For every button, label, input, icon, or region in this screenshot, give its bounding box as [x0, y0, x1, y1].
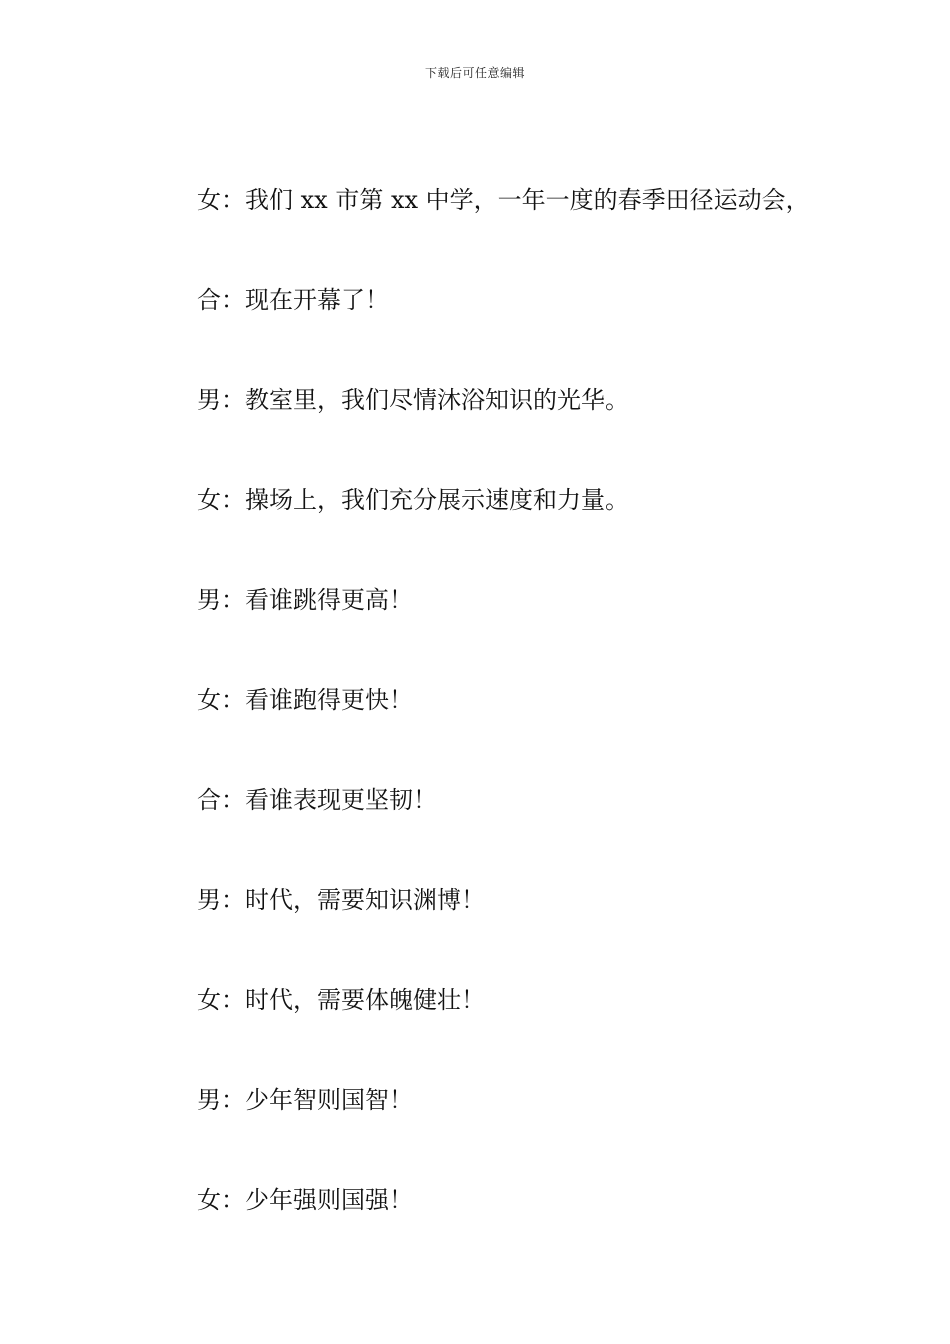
- dialogue-lines: [197, 182, 897, 1282]
- dialogue-line: 女：时代，需要体魄健壮！: [197, 986, 485, 1014]
- dialogue-line: 女：看谁跑得更快！: [197, 686, 413, 714]
- dialogue-line: 女：我们 xx 市第 xx 中学，一年一度的春季田径运动会，: [197, 186, 810, 214]
- dialogue-line: 男：看谁跳得更高！: [197, 586, 413, 614]
- dialogue-line: 男：教室里，我们尽情沐浴知识的光华。: [197, 386, 629, 414]
- dialogue-line: 男：时代，需要知识渊博！: [197, 886, 485, 914]
- dialogue-line: 男：少年智则国智！: [197, 1086, 413, 1114]
- dialogue-line: 合：看谁表现更坚韧！: [197, 786, 437, 814]
- dialogue-line: 女：少年强则国强！: [197, 1186, 413, 1214]
- page-header: 下载后可任意编辑: [424, 66, 525, 80]
- dialogue-line: 女：操场上，我们充分展示速度和力量。: [197, 486, 629, 514]
- dialogue-line: 合：现在开幕了！: [197, 286, 389, 314]
